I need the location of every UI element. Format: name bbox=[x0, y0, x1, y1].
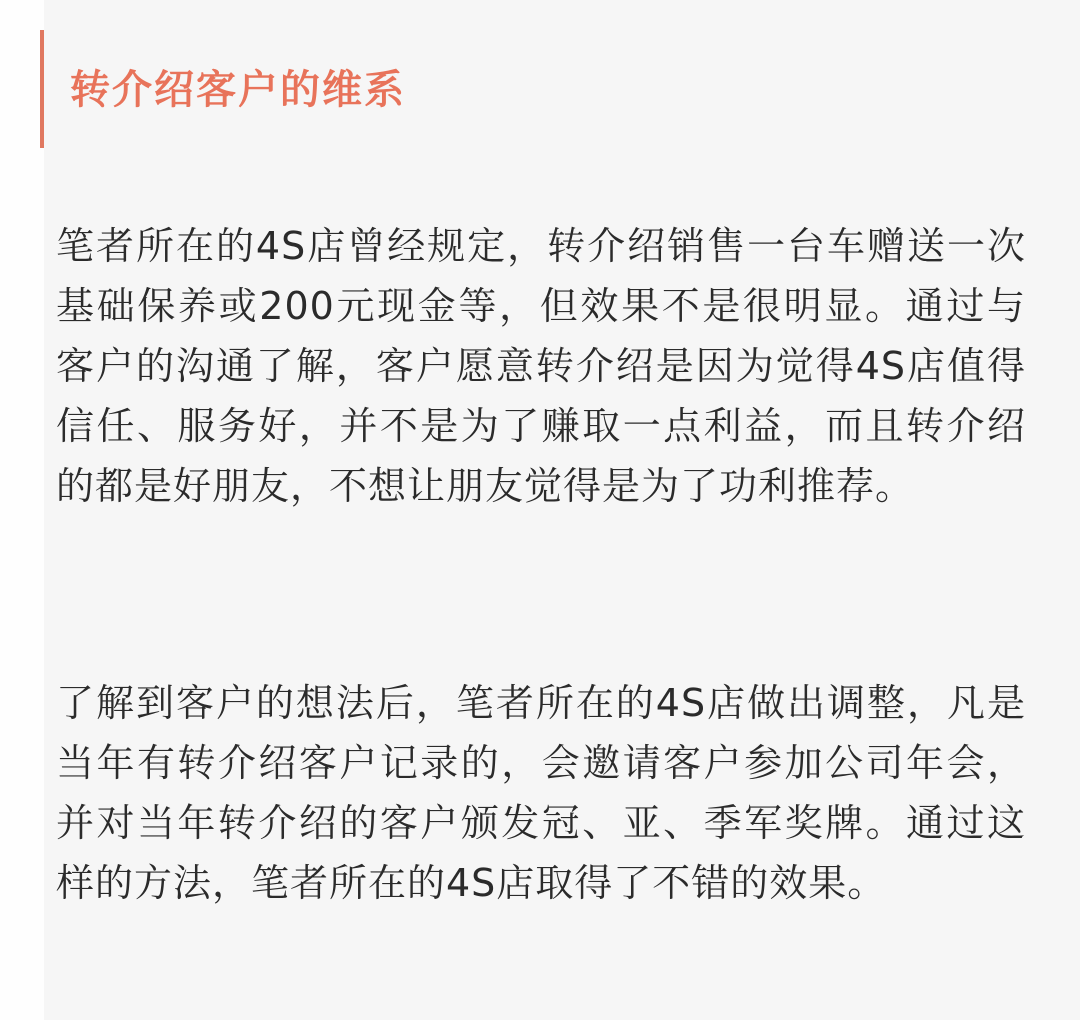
section-heading: 转介绍客户的维系 bbox=[70, 67, 406, 113]
paragraph-referral-policy: 笔者所在的4S店曾经规定，转介绍销售一台车赠送一次基础保养或200元现金等，但效果不是很明显。通过与客户的沟通了解，客户愿意转介绍是因为觉得4S店值得信任、服务好，并不是为了赚取一点利益，而且转介绍的都是好朋友，不想让朋友觉得是为了功利推荐。 bbox=[56, 224, 1026, 508]
paragraph-adjustment: 了解到客户的想法后，笔者所在的4S店做出调整，凡是当年有转介绍客户记录的，会邀请客户参加公司年会，并对当年转介绍的客户颁发冠、亚、季军奖牌。通过这样的方法，笔者所在的4S店取得了不错的效果。 bbox=[56, 681, 1026, 905]
heading-accent-bar bbox=[40, 30, 44, 148]
